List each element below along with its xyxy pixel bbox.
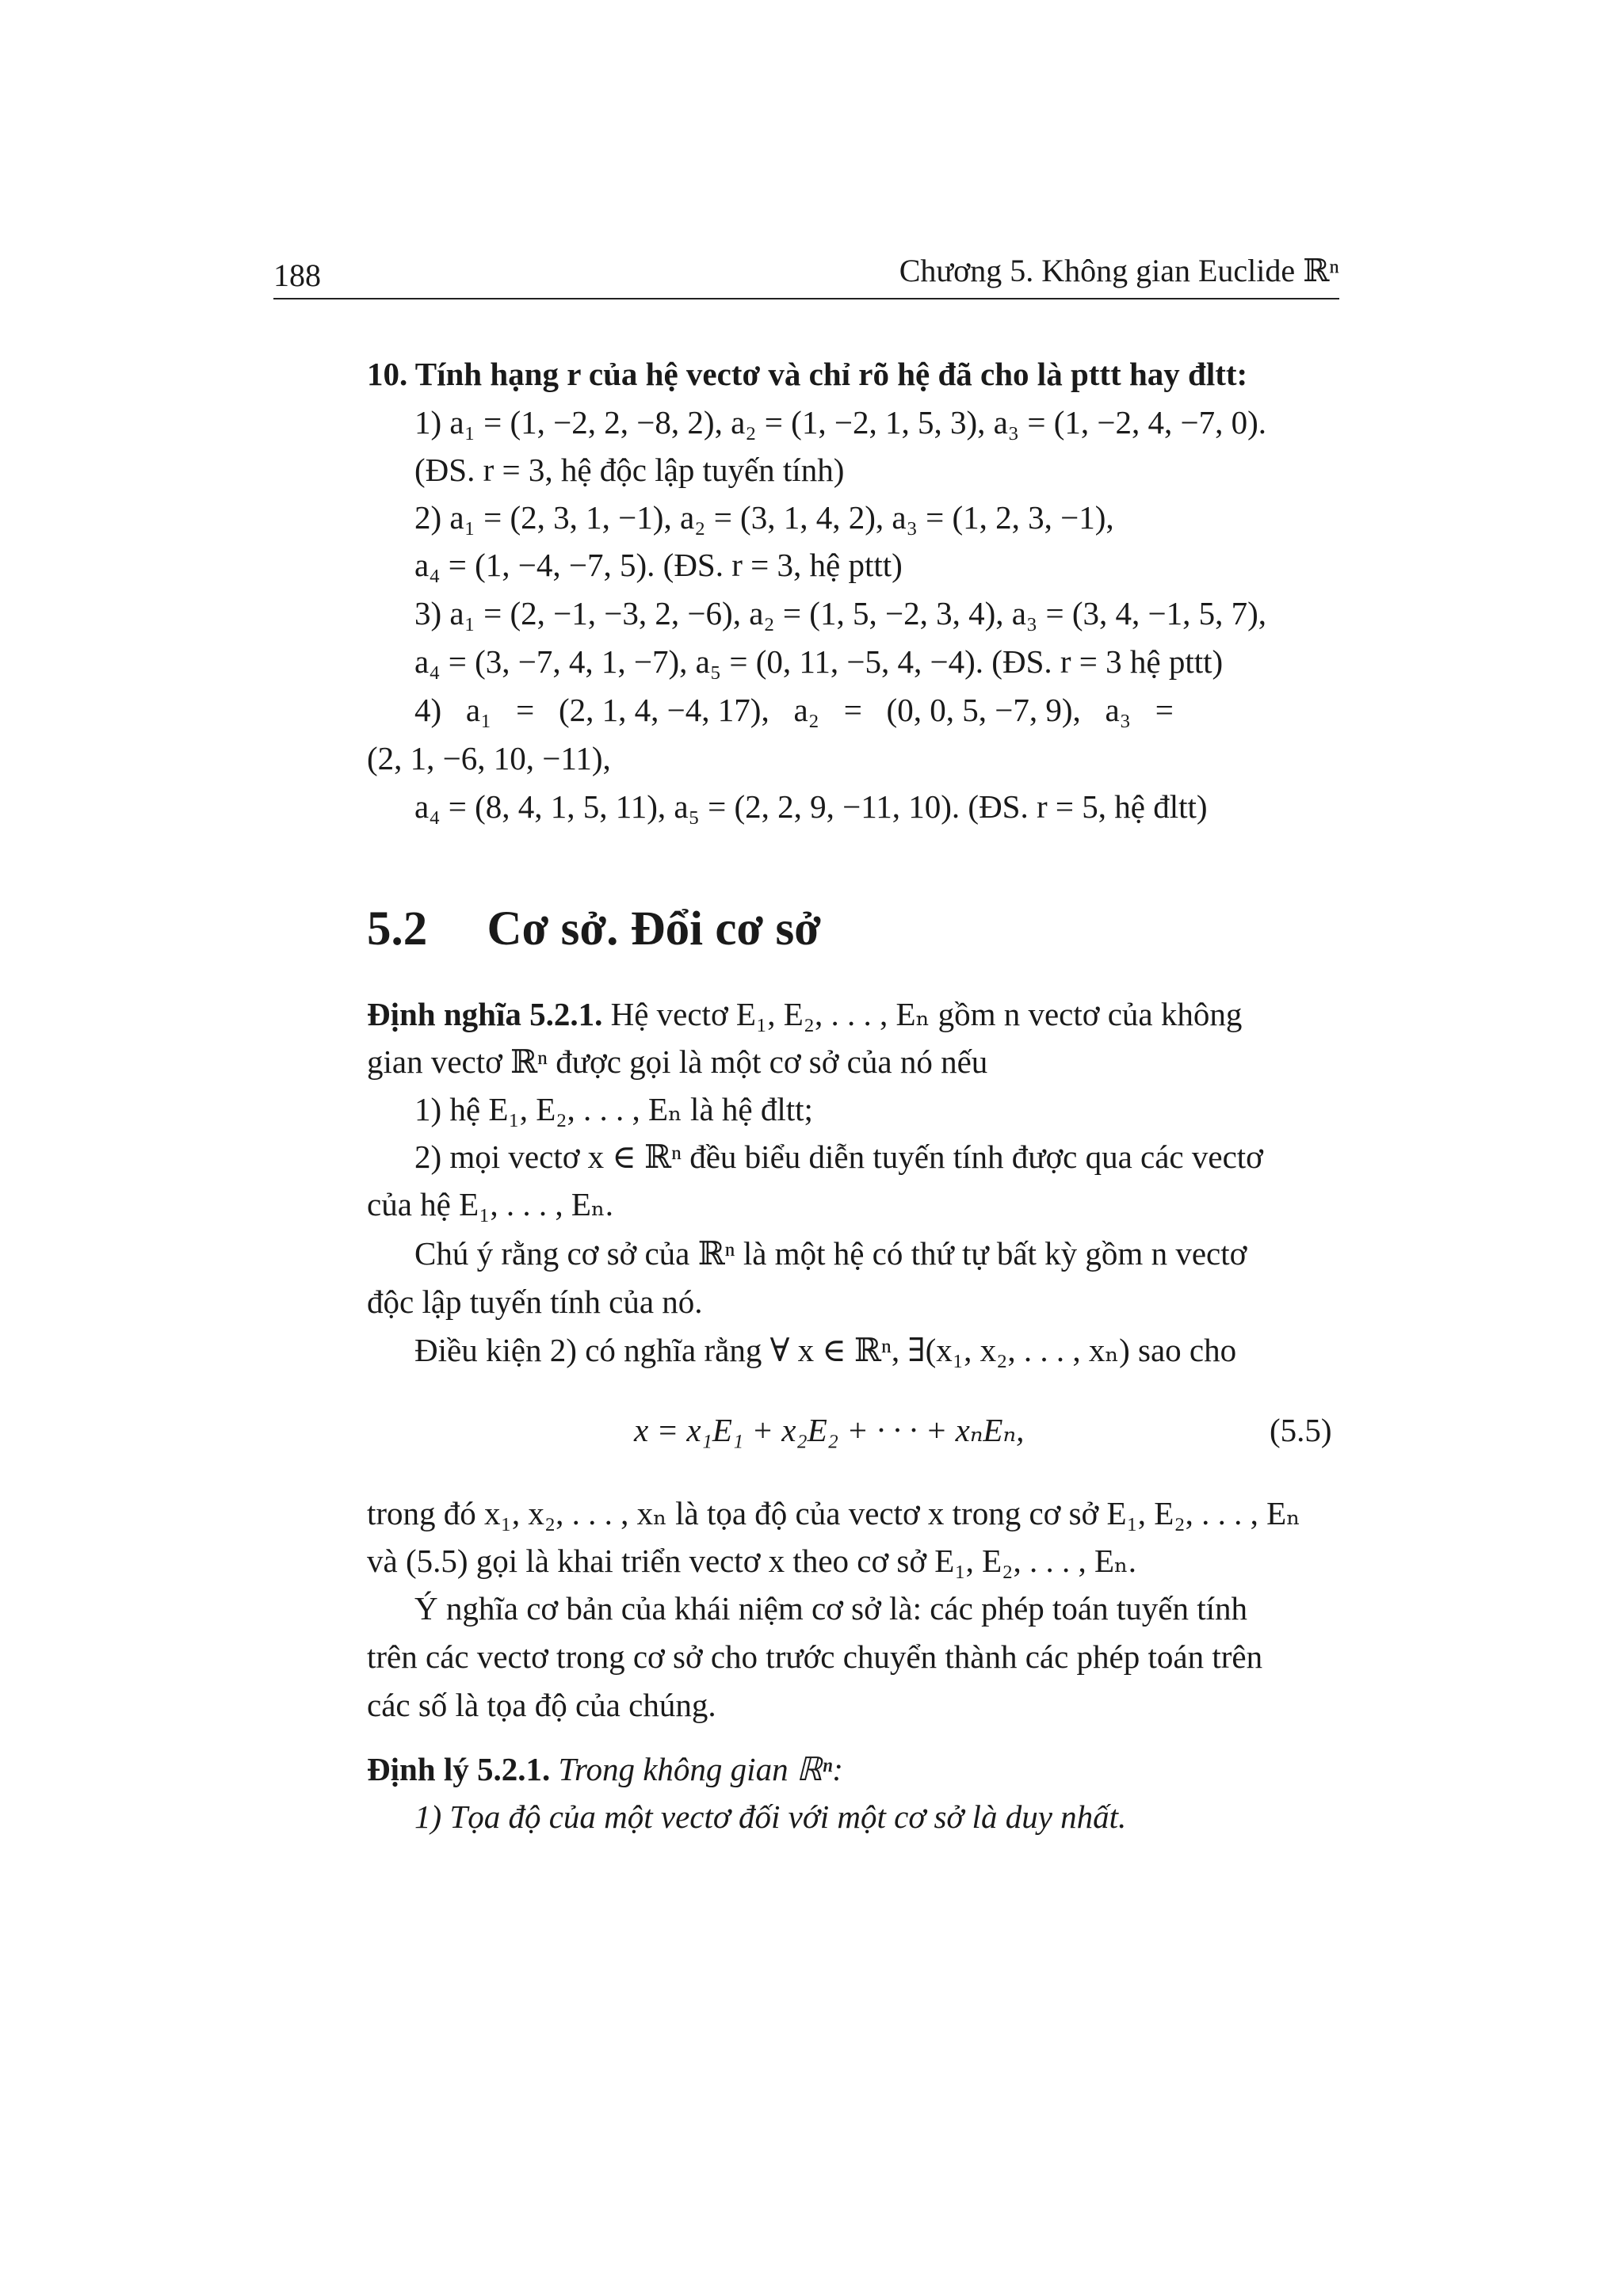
theorem-label: Định lý 5.2.1. (367, 1751, 551, 1787)
section-heading (367, 902, 821, 957)
after-eq-line-4: trên các vectơ trong cơ sở cho trước chuyển thành các phép toán trên (367, 1638, 1263, 1675)
page-header (273, 252, 1339, 299)
definition-line-4: 2) mọi vectơ x ∈ ℝⁿ đều biểu diễn tuyến tính được qua các vectơ (414, 1138, 1263, 1175)
definition-line-7: độc lập tuyến tính của nó. (367, 1283, 703, 1320)
exercise-line-10: a₄ = (8, 4, 1, 5, 11), a₅ = (2, 2, 9, −11, 10). (ĐS. r = 5, hệ đltt) (414, 788, 1208, 825)
after-eq-line-2: và (5.5) gọi là khai triển vectơ x theo cơ sở E₁, E₂, . . . , Eₙ. (367, 1543, 1136, 1579)
exercise-line-9: (2, 1, −6, 10, −11), (367, 740, 611, 776)
theorem-item-1: 1) Tọa độ của một vectơ đối với một cơ sở là duy nhất. (414, 1798, 1127, 1835)
after-eq-line-5: các số là tọa độ của chúng. (367, 1687, 716, 1723)
definition-line-8: Điều kiện 2) có nghĩa rằng ∀ x ∈ ℝⁿ, ∃(x₁, x₂, . . . , xₙ) sao cho (414, 1332, 1237, 1368)
section-number: 5.2 (367, 902, 428, 955)
after-eq-line-1: trong đó x₁, x₂, . . . , xₙ là tọa độ của vectơ x trong cơ sở E₁, E₂, . . . , Eₙ (367, 1495, 1300, 1531)
page-number: 188 (273, 257, 321, 293)
after-eq-line-3: Ý nghĩa cơ bản của khái niệm cơ sở là: các phép toán tuyến tính (414, 1590, 1247, 1627)
exercise-line-5: a₄ = (1, −4, −7, 5). (ĐS. r = 3, hệ pttt) (414, 547, 903, 583)
exercise-line-7: a₄ = (3, −7, 4, 1, −7), a₅ = (0, 11, −5, 4, −4). (ĐS. r = 3 hệ pttt) (414, 643, 1224, 680)
exercise-line-3: (ĐS. r = 3, hệ độc lập tuyến tính) (414, 452, 845, 488)
definition-line-6: Chú ý rằng cơ sở của ℝⁿ là một hệ có thứ tự bất kỳ gồm n vectơ (414, 1235, 1247, 1272)
equation-5-5: x = x₁E₁ + x₂E₂ + · · · + xₙEₙ, (634, 1412, 1025, 1448)
definition-line-3: 1) hệ E₁, E₂, . . . , Eₙ là hệ đltt; (414, 1091, 813, 1127)
section-title: Cơ sở. Đổi cơ sở (487, 902, 821, 955)
exercise-line-2: 1) a₁ = (1, −2, 2, −8, 2), a₂ = (1, −2, 1, 5, 3), a₃ = (1, −2, 4, −7, 0). (414, 404, 1267, 441)
equation-number: (5.5) (1270, 1412, 1332, 1448)
theorem-line-1 (367, 1753, 843, 1786)
definition-line-5: của hệ E₁, . . . , Eₙ. (367, 1186, 613, 1222)
exercise-line-1: 10. Tính hạng r của hệ vectơ và chỉ rõ hệ đã cho là pttt hay đltt: (367, 356, 1248, 392)
definition-text: Hệ vectơ E₁, E₂, . . . , Eₙ gồm n vectơ của không (602, 996, 1243, 1032)
theorem-statement: Trong không gian ℝⁿ: (550, 1751, 843, 1787)
exercise-line-6: 3) a₁ = (2, −1, −3, 2, −6), a₂ = (1, 5, −2, 3, 4), a₃ = (3, 4, −1, 5, 7), (414, 595, 1267, 631)
exercise-line-8: 4) a₁ = (2, 1, 4, −4, 17), a₂ = (0, 0, 5, −7, 9), a₃ = (414, 692, 1174, 728)
running-head: Chương 5. Không gian Euclide ℝⁿ (899, 253, 1339, 288)
definition-line-2: gian vectơ ℝⁿ được gọi là một cơ sở của nó nếu (367, 1043, 988, 1080)
definition-label: Định nghĩa 5.2.1. (367, 996, 603, 1032)
exercise-line-4: 2) a₁ = (2, 3, 1, −1), a₂ = (3, 1, 4, 2), a₃ = (1, 2, 3, −1), (414, 499, 1114, 536)
definition-line-1 (367, 998, 1242, 1031)
